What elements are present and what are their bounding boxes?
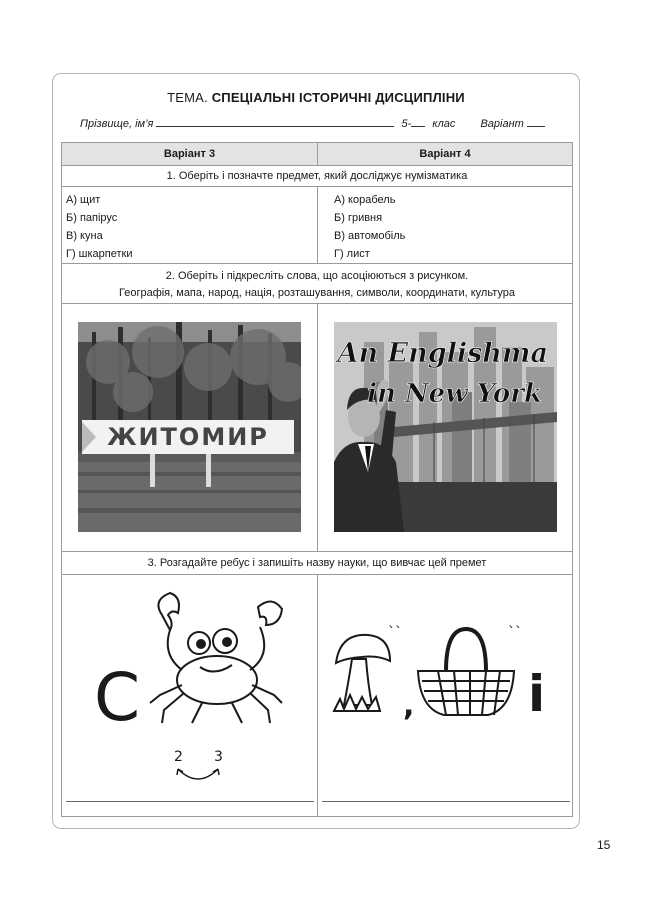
question-2-text: 2. Оберіть і підкресліть слова, що асоціюються з рисунком. [165,270,469,282]
topic-heading [52,90,580,105]
sign-text: ЖИТОМИР [107,423,269,451]
header-variant-3: Варіант 3 [163,148,216,160]
question-1-row [62,166,572,187]
q1-right-options [334,191,405,263]
name-label: Прізвище, ім’я [80,118,154,130]
topic-label: ТЕМА. [167,90,208,105]
basket-icon [418,629,514,715]
column-divider [317,143,318,166]
question-2-images-row [62,304,572,552]
svg-text:ˋˋ: ˋˋ [388,625,402,641]
question-1-options-row [62,187,572,264]
question-2-words: Географія, мапа, народ, нація, розташування, символи, координати, культура [118,287,515,299]
q1-left-option-b[interactable]: Б) папірус [66,212,118,224]
question-3-text: 3. Розгадайте ребус і запишіть назву науки, що вивчає цей премет [147,557,487,569]
class-prefix: 5- [401,118,412,130]
question-3-rebus-row [62,575,572,816]
q1-right-option-b[interactable]: Б) гривня [334,212,383,224]
swap-number-2: 2 [174,749,183,765]
page-number: 15 [597,838,611,852]
swap-number-3: 3 [214,749,223,765]
q1-left-option-a[interactable]: А) щит [66,194,101,206]
q1-left-option-d[interactable]: Г) шкарпетки [66,248,133,260]
swap-arrow-icon [178,769,218,779]
englishman-in-new-york-image [334,322,557,532]
variant-blank[interactable] [527,116,545,127]
image-caption-line-1: An Englishma [337,338,548,369]
topic-title: СПЕЦІАЛЬНІ ІСТОРИЧНІ ДИСЦИПЛІНИ [211,90,465,105]
column-divider [317,304,318,552]
worksheet-table [61,142,573,817]
mushroom-basket-rebus [328,625,568,735]
rebus-letter-s: С [94,659,141,736]
student-info-line [80,116,545,130]
question-3-row [62,552,572,575]
q1-right-option-c[interactable]: В) автомобіль [334,230,406,242]
svg-text:ˋˋ: ˋˋ [508,625,522,641]
class-blank[interactable] [411,116,425,127]
rebus-comma: , [403,688,415,723]
mushroom-icon [334,635,390,711]
column-divider [317,575,318,816]
q3-right-answer-line[interactable] [322,801,570,802]
q1-left-options [66,191,133,263]
crab-icon [150,593,282,723]
q1-left-option-c[interactable]: В) куна [66,230,103,242]
q1-right-option-d[interactable]: Г) лист [334,248,370,260]
class-label: клас [432,118,456,130]
variant-label: Варіант [480,118,524,130]
image-caption-line-2: in New York [367,379,542,409]
rebus-letter-i: і [528,665,546,723]
question-1-text: 1. Оберіть і позначте предмет, який досліджує нумізматика [166,170,468,182]
header-variant-4: Варіант 4 [419,148,471,160]
table-header-row [62,143,572,166]
crab-rebus [82,585,302,785]
q3-left-answer-line[interactable] [66,801,314,802]
q1-right-option-a[interactable]: А) корабель [334,194,396,206]
column-divider [317,187,318,264]
zhytomyr-sign-photo [78,322,301,532]
question-2-row [62,264,572,304]
name-blank[interactable] [156,116,394,127]
